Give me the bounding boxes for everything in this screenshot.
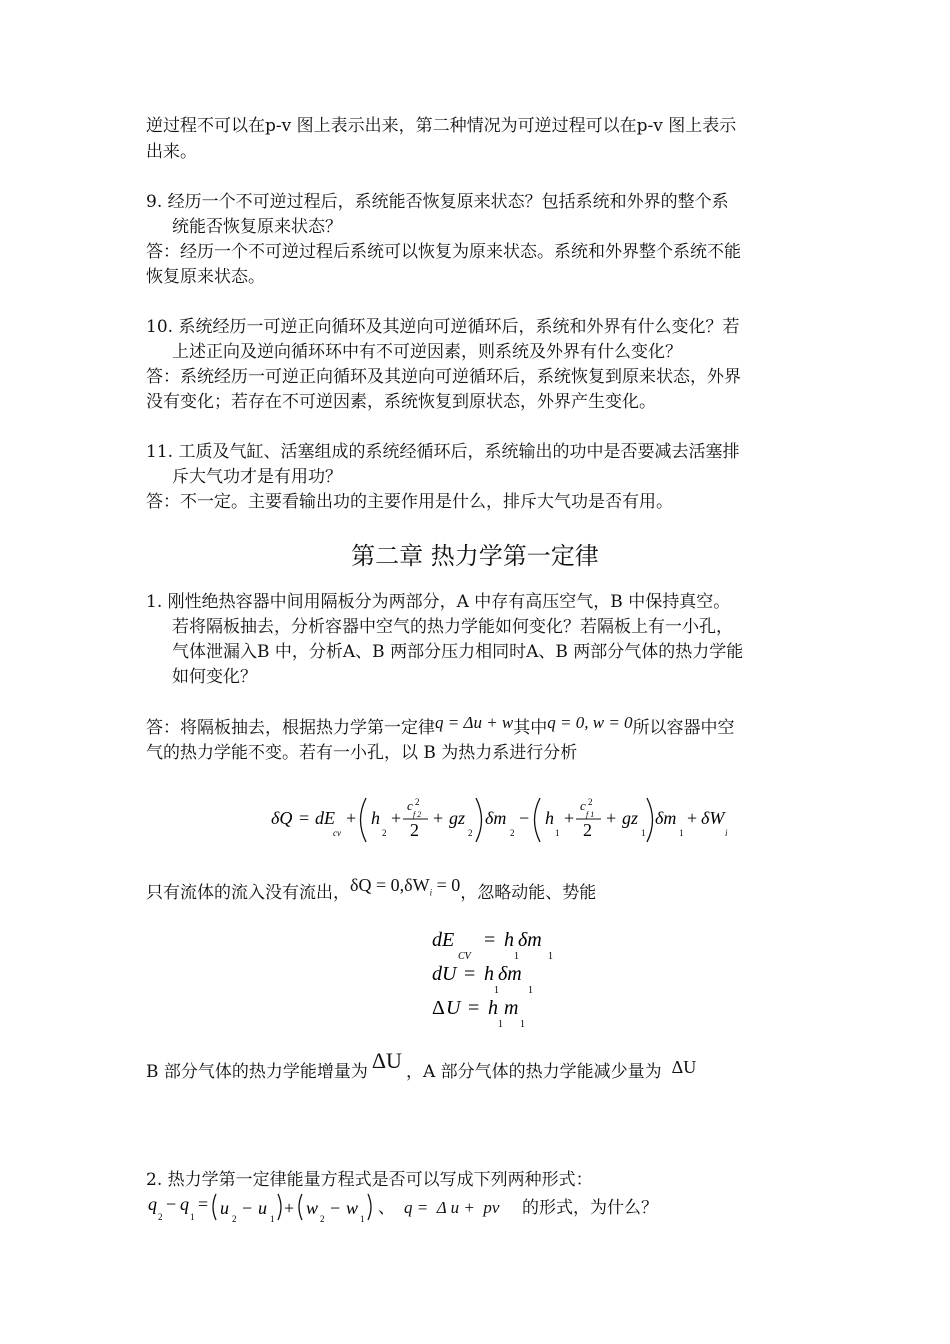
svg-text:+: + bbox=[346, 808, 357, 828]
c2q2-question-tail: 的形式，为什么？ bbox=[522, 1198, 658, 1218]
q9-question-line-1: 9. 经历一个不可逆过程后，系统能否恢复原来状态？包括系统和外界的整个系 bbox=[146, 192, 729, 212]
c2q1-answer-line-2: 气的热力学能不变。若有一小孔，以 B 为热力系进行分析 bbox=[146, 743, 578, 763]
flow-text-part-1: 只有流体的流入没有流出， bbox=[146, 883, 350, 903]
svg-text:2: 2 bbox=[468, 828, 473, 838]
q11-answer-line-1: 答：不一定。主要看输出功的主要作用是什么，排斥大气功是否有用。 bbox=[146, 492, 673, 512]
svg-text:2: 2 bbox=[583, 820, 592, 840]
svg-text:dE: dE bbox=[432, 929, 455, 951]
svg-text:f 1: f 1 bbox=[586, 810, 595, 819]
svg-text:1: 1 bbox=[679, 828, 684, 838]
svg-text:u: u bbox=[220, 1198, 229, 1218]
svg-text:2: 2 bbox=[510, 828, 515, 838]
svg-text:+: + bbox=[391, 808, 402, 828]
flow-condition-equation: $\delta Q = 0,\delta W_i = 0$ bbox=[350, 875, 461, 898]
c2q1-conclusion-line bbox=[146, 1048, 697, 1084]
q9-answer-line-1: 答：经历一个不可逆过程后系统可以恢复为原来状态。系统和外界整个系统不能 bbox=[146, 242, 741, 262]
svg-text:2: 2 bbox=[415, 797, 420, 807]
q11-question-line-2: 斥大气功才是有用功？ bbox=[172, 467, 342, 487]
svg-text:1: 1 bbox=[641, 828, 646, 838]
svg-text:1: 1 bbox=[555, 828, 560, 838]
svg-text:1: 1 bbox=[494, 985, 499, 996]
svg-text:2: 2 bbox=[320, 1214, 325, 1224]
svg-text:−: − bbox=[242, 1198, 253, 1218]
svg-text:U: U bbox=[446, 997, 461, 1019]
chapter-title: 第二章 热力学第一定律 bbox=[351, 542, 599, 570]
svg-text:+: + bbox=[606, 808, 617, 828]
svg-text:+: + bbox=[284, 1198, 295, 1218]
svg-text:i: i bbox=[725, 828, 728, 838]
svg-text:1: 1 bbox=[548, 951, 553, 962]
first-law-equation: q = Δu + w bbox=[435, 713, 514, 732]
svg-text:−: − bbox=[330, 1198, 341, 1218]
svg-text:δm: δm bbox=[485, 808, 507, 828]
svg-text:1: 1 bbox=[498, 1019, 503, 1030]
svg-text:1: 1 bbox=[360, 1214, 365, 1224]
q9-question-line-2: 统能否恢复原来状态？ bbox=[172, 217, 342, 237]
answer-text-part-3: 所以容器中空 bbox=[632, 718, 735, 738]
svg-text:δQ: δQ bbox=[271, 808, 293, 828]
svg-text:δm: δm bbox=[655, 808, 677, 828]
c2q1-answer-line-1 bbox=[146, 713, 735, 740]
svg-text:−: − bbox=[166, 1194, 177, 1214]
q10-answer-line-2: 没有变化；若存在不可逆因素，系统恢复到原状态，外界产生变化。 bbox=[146, 392, 656, 412]
svg-text:1: 1 bbox=[190, 1212, 195, 1222]
svg-text:=: = bbox=[198, 1194, 209, 1214]
c2q2-question-line-2 bbox=[146, 1190, 746, 1224]
svg-text:f 2: f 2 bbox=[413, 810, 422, 819]
svg-text:2: 2 bbox=[158, 1212, 163, 1222]
svg-text:+: + bbox=[433, 808, 444, 828]
svg-text:q: q bbox=[148, 1194, 157, 1214]
svg-text:1: 1 bbox=[514, 951, 519, 962]
internal-energy-increase-symbol: ΔU bbox=[371, 1048, 402, 1073]
svg-text:dU: dU bbox=[432, 963, 457, 985]
q10-question-line-2: 上述正向及逆向循环环中有不可逆因素，则系统及外界有什么变化？ bbox=[172, 342, 682, 362]
q11-question-line-1: 11. 工质及气缸、活塞组成的系统经循环后，系统输出的功中是否要减去活塞排 bbox=[146, 442, 740, 462]
svg-text:2: 2 bbox=[232, 1214, 237, 1224]
svg-text:+: + bbox=[687, 808, 698, 828]
svg-text:c: c bbox=[580, 798, 586, 813]
svg-text:=: = bbox=[464, 963, 476, 985]
q9-answer-line-2: 恢复原来状态。 bbox=[146, 267, 265, 287]
svg-text:cv: cv bbox=[333, 828, 341, 838]
prev-answer-line-1: 逆过程不可以在p-v 图上表示出来，第二种情况为可逆过程可以在p-v 图上表示 bbox=[146, 116, 737, 136]
svg-text:−: − bbox=[519, 808, 530, 828]
c2q1-question-line-1: 1. 刚性绝热容器中间用隔板分为两部分，A 中存有高压空气，B 中保持真空。 bbox=[146, 592, 731, 612]
svg-text:=: = bbox=[484, 929, 496, 951]
svg-text:h: h bbox=[488, 997, 498, 1019]
svg-text:h: h bbox=[371, 808, 380, 828]
first-law-closed-form-equation bbox=[146, 1190, 386, 1224]
conclusion-text-part-1: B 部分气体的热力学能增量为 bbox=[146, 1062, 368, 1082]
svg-text:h: h bbox=[545, 808, 554, 828]
svg-text:δW: δW bbox=[701, 808, 725, 828]
conclusion-text-part-2: ，A 部分气体的热力学能减少量为 bbox=[405, 1062, 662, 1082]
c2q1-question-line-2: 若将隔板抽去，分析容器中空气的热力学能如何变化？若隔板上有一小孔， bbox=[172, 617, 733, 637]
c2q1-question-line-3: 气体泄漏入B 中，分析A、B 两部分压力相同时A、B 两部分气体的热力学能 bbox=[172, 642, 744, 662]
svg-text:h: h bbox=[504, 929, 514, 951]
derived-equations bbox=[428, 924, 568, 1036]
internal-energy-decrease-symbol: ΔU bbox=[671, 1057, 697, 1077]
svg-text:w: w bbox=[346, 1198, 359, 1218]
svg-text:Δ: Δ bbox=[432, 997, 445, 1019]
svg-text:q: q bbox=[180, 1194, 189, 1214]
svg-text:=: = bbox=[299, 808, 310, 828]
svg-text:1: 1 bbox=[270, 1214, 275, 1224]
svg-text:2: 2 bbox=[382, 828, 387, 838]
c2q2-question-line-1: 2. 热力学第一定律能量方程式是否可以写成下列两种形式： bbox=[146, 1170, 593, 1190]
flow-text-part-2: ，忽略动能、势能 bbox=[460, 883, 597, 903]
svg-text:+: + bbox=[564, 808, 575, 828]
answer-text-part-2: 其中 bbox=[513, 718, 548, 738]
svg-text:1: 1 bbox=[528, 985, 533, 996]
zero-condition-equation: q = 0, w = 0 bbox=[547, 713, 633, 732]
svg-text:CV: CV bbox=[458, 951, 471, 962]
q10-question-line-1: 10. 系统经历一可逆正向循环及其逆向可逆循环后，系统和外界有什么变化？若 bbox=[146, 317, 740, 337]
svg-text:1: 1 bbox=[520, 1019, 525, 1030]
svg-text:w: w bbox=[306, 1198, 319, 1218]
svg-text:m: m bbox=[504, 997, 519, 1019]
svg-text:gz: gz bbox=[449, 808, 466, 828]
svg-text:δm: δm bbox=[518, 929, 542, 951]
c2q1-question-line-4: 如何变化？ bbox=[172, 667, 257, 687]
prev-answer-line-2: 出来。 bbox=[146, 142, 197, 162]
svg-text:h: h bbox=[484, 963, 494, 985]
svg-text:δm: δm bbox=[498, 963, 522, 985]
svg-text:gz: gz bbox=[622, 808, 639, 828]
svg-text:2: 2 bbox=[588, 797, 593, 807]
open-system-energy-equation bbox=[265, 788, 728, 848]
svg-text:c: c bbox=[407, 798, 413, 813]
svg-text:u: u bbox=[258, 1198, 267, 1218]
first-law-pv-form-equation: q = Δ u + pv bbox=[404, 1198, 500, 1217]
equation-separator: 、 bbox=[378, 1198, 395, 1218]
c2q1-flow-line bbox=[146, 875, 597, 912]
svg-text:dE: dE bbox=[315, 808, 335, 828]
answer-text-part-1: 答：将隔板抽去，根据热力学第一定律 bbox=[146, 718, 435, 738]
q10-answer-line-1: 答：系统经历一可逆正向循环及其逆向可逆循环后，系统恢复到原来状态，外界 bbox=[146, 367, 741, 387]
svg-text:=: = bbox=[468, 997, 480, 1019]
svg-text:2: 2 bbox=[410, 820, 419, 840]
